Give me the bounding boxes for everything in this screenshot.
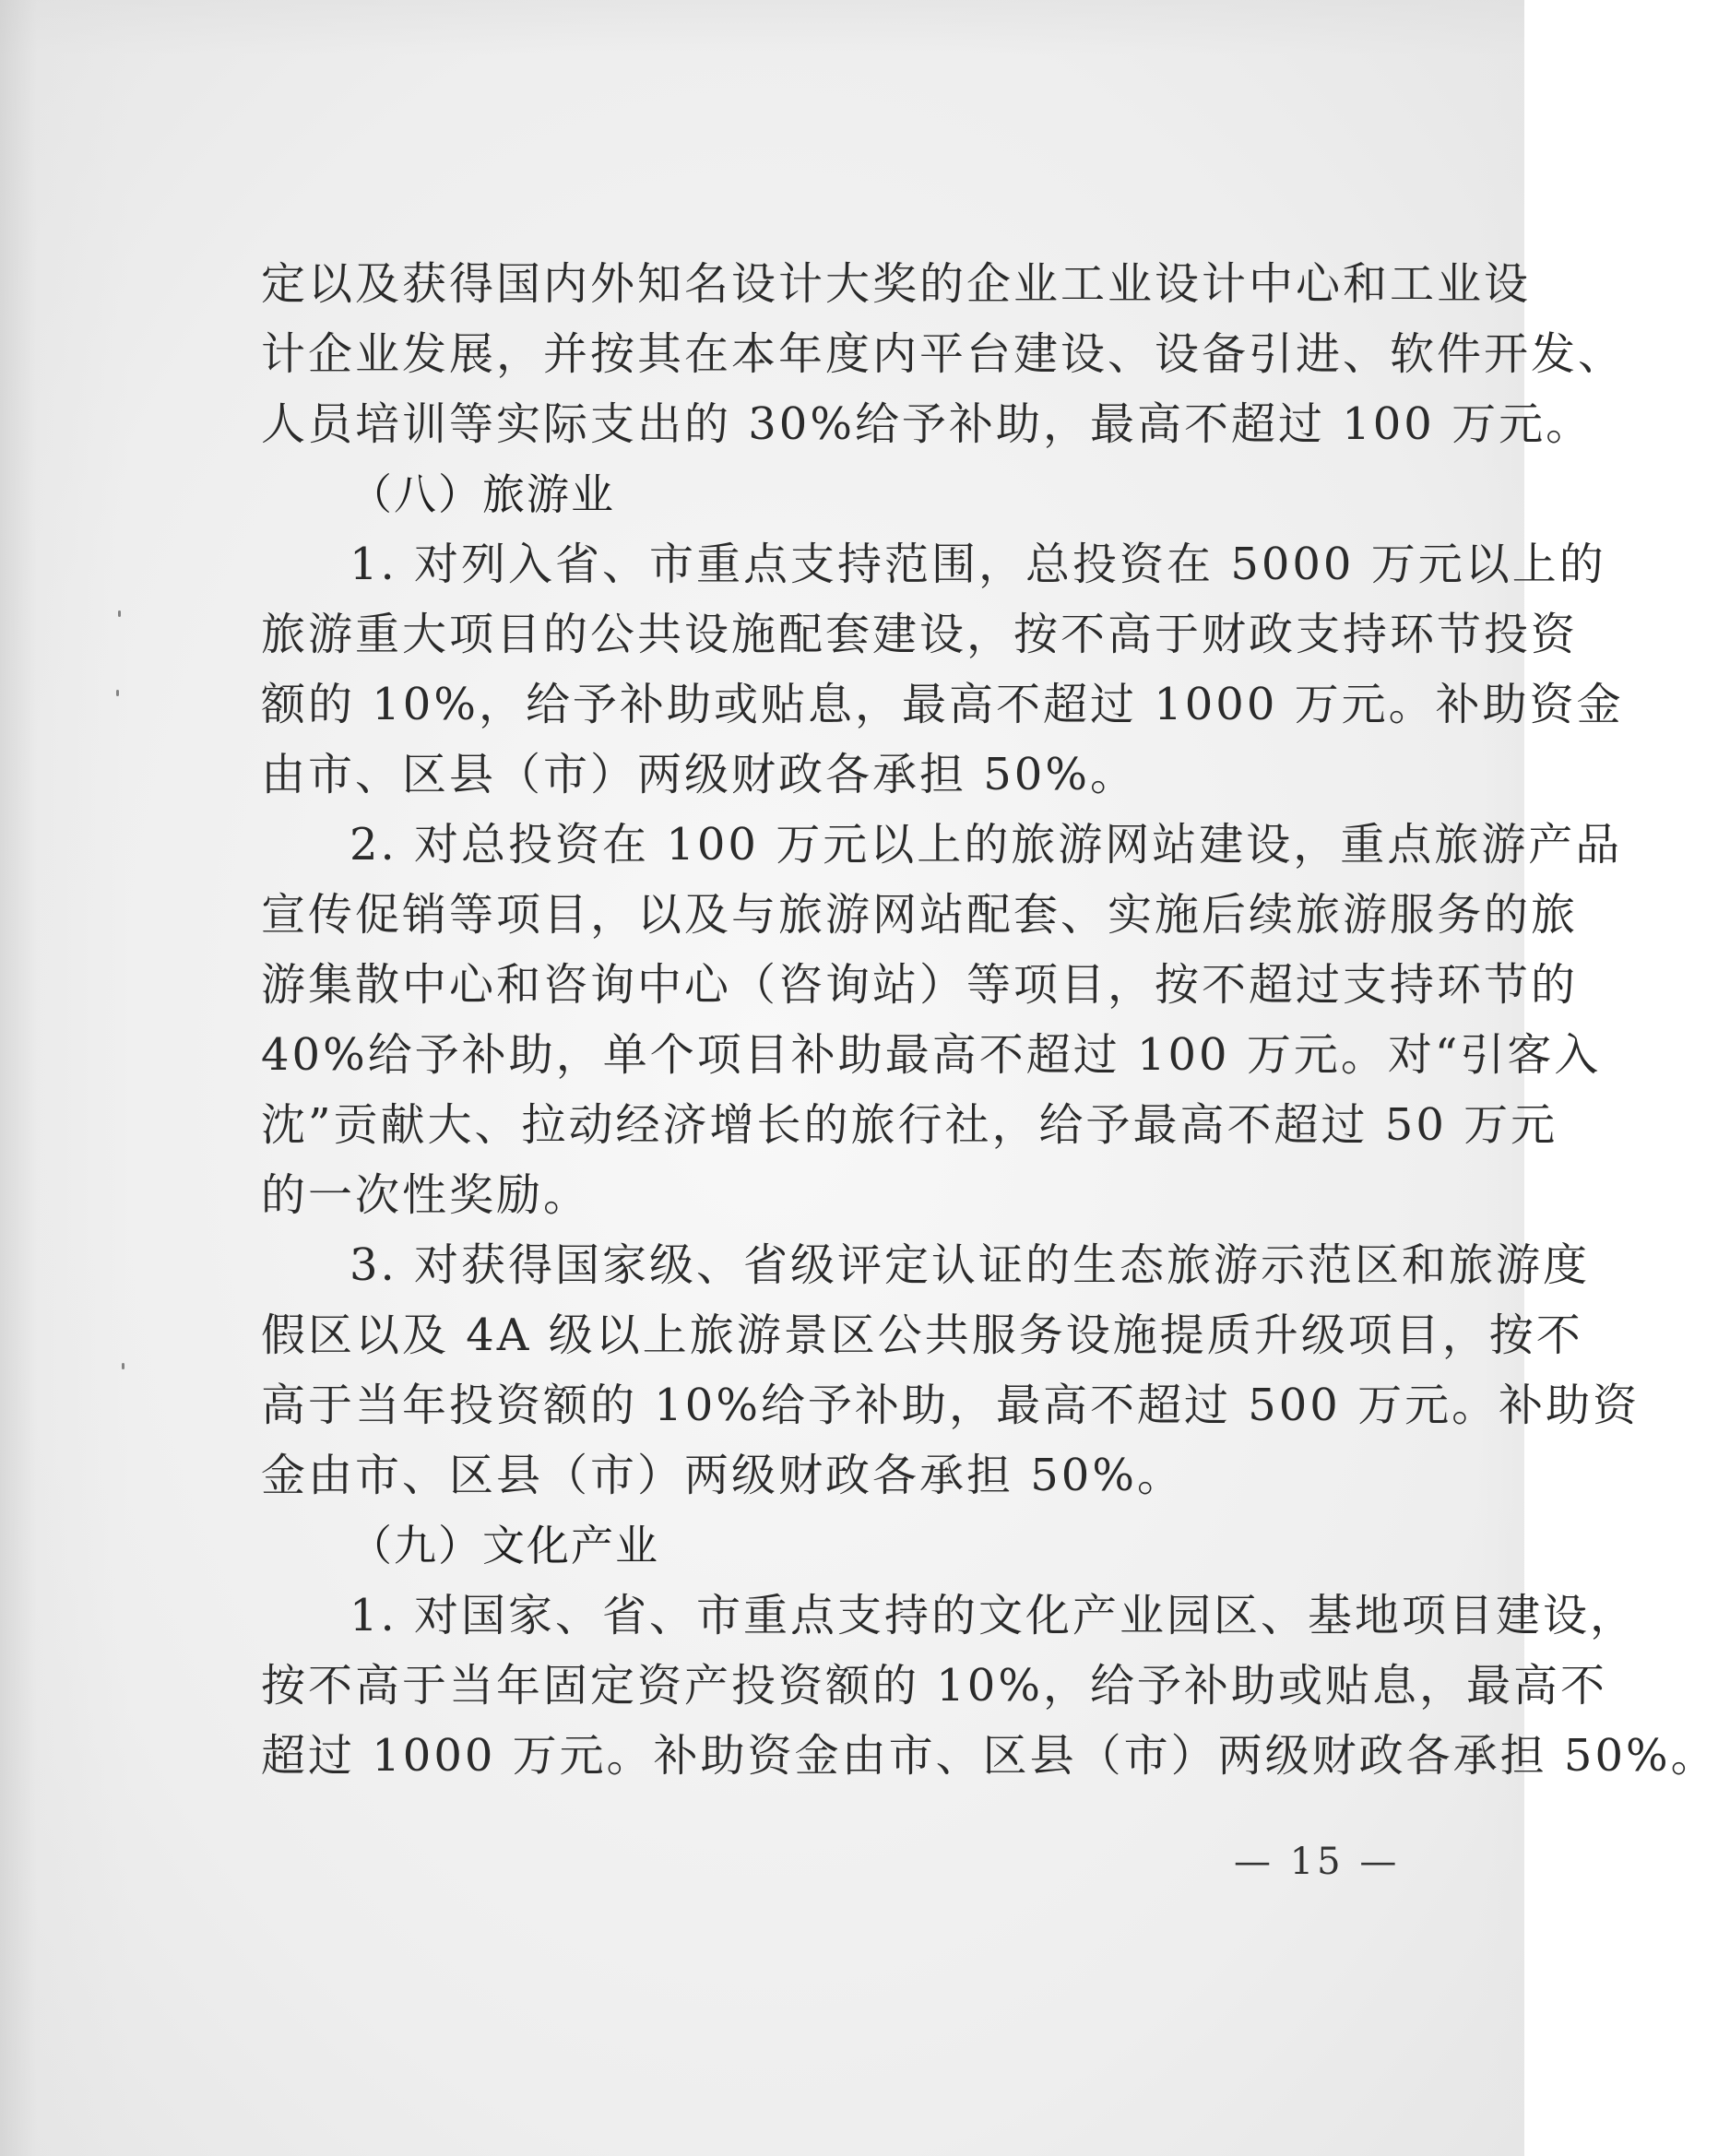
body-line: 计企业发展，并按其在本年度内平台建设、设备引进、软件开发、 — [261, 328, 1626, 380]
body-line: 游集散中心和咨询中心（咨询站）等项目，按不超过支持环节的 — [261, 959, 1579, 1011]
body-line: 超过 1000 万元。补助资金由市、区县（市）两级财政各承担 50%。 — [261, 1730, 1718, 1782]
body-line: 宣传促销等项目，以及与旅游网站配套、实施后续旅游服务的旅 — [261, 889, 1579, 941]
scan-speck — [118, 610, 121, 617]
body-line: 1. 对国家、省、市重点支持的文化产业园区、基地项目建设， — [350, 1590, 1638, 1641]
body-line: 金由市、区县（市）两级财政各承担 50%。 — [261, 1450, 1184, 1501]
scan-speck — [116, 690, 119, 696]
body-line: 1. 对列入省、市重点支持范围，总投资在 5000 万元以上的 — [350, 539, 1606, 590]
body-line: 2. 对总投资在 100 万元以上的旅游网站建设，重点旅游产品 — [350, 819, 1623, 871]
document-body — [261, 249, 1718, 1791]
body-line: 3. 对获得国家级、省级评定认证的生态旅游示范区和旅游度 — [350, 1239, 1591, 1291]
body-line: 40%给予补助，单个项目补助最高不超过 100 万元。对“引客入 — [261, 1029, 1602, 1081]
body-line: 额的 10%，给予补助或贴息，最高不超过 1000 万元。补助资金 — [261, 679, 1624, 730]
body-line: 沈”贡献大、拉动经济增长的旅行社，给予最高不超过 50 万元 — [261, 1099, 1558, 1151]
scan-speck — [122, 1363, 124, 1369]
body-line: 按不高于当年固定资产投资额的 10%，给予补助或贴息，最高不 — [261, 1660, 1607, 1712]
body-line: 高于当年投资额的 10%给予补助，最高不超过 500 万元。补助资 — [261, 1380, 1641, 1431]
body-line: 由市、区县（市）两级财政各承担 50%。 — [261, 749, 1137, 800]
body-line: 的一次性奖励。 — [261, 1169, 591, 1221]
section-heading-culture: （九）文化产业 — [350, 1521, 659, 1570]
body-line: 人员培训等实际支出的 30%给予补助，最高不超过 100 万元。 — [261, 398, 1594, 450]
body-line: 假区以及 4A 级以上旅游景区公共服务设施提质升级项目，按不 — [261, 1309, 1583, 1361]
page-number: — 15 — — [1234, 1841, 1401, 1883]
body-line: 旅游重大项目的公共设施配套建设，按不高于财政支持环节投资 — [261, 609, 1579, 660]
body-line: 定以及获得国内外知名设计大奖的企业工业设计中心和工业设 — [261, 258, 1532, 310]
section-heading-tourism: （八）旅游业 — [350, 469, 615, 519]
